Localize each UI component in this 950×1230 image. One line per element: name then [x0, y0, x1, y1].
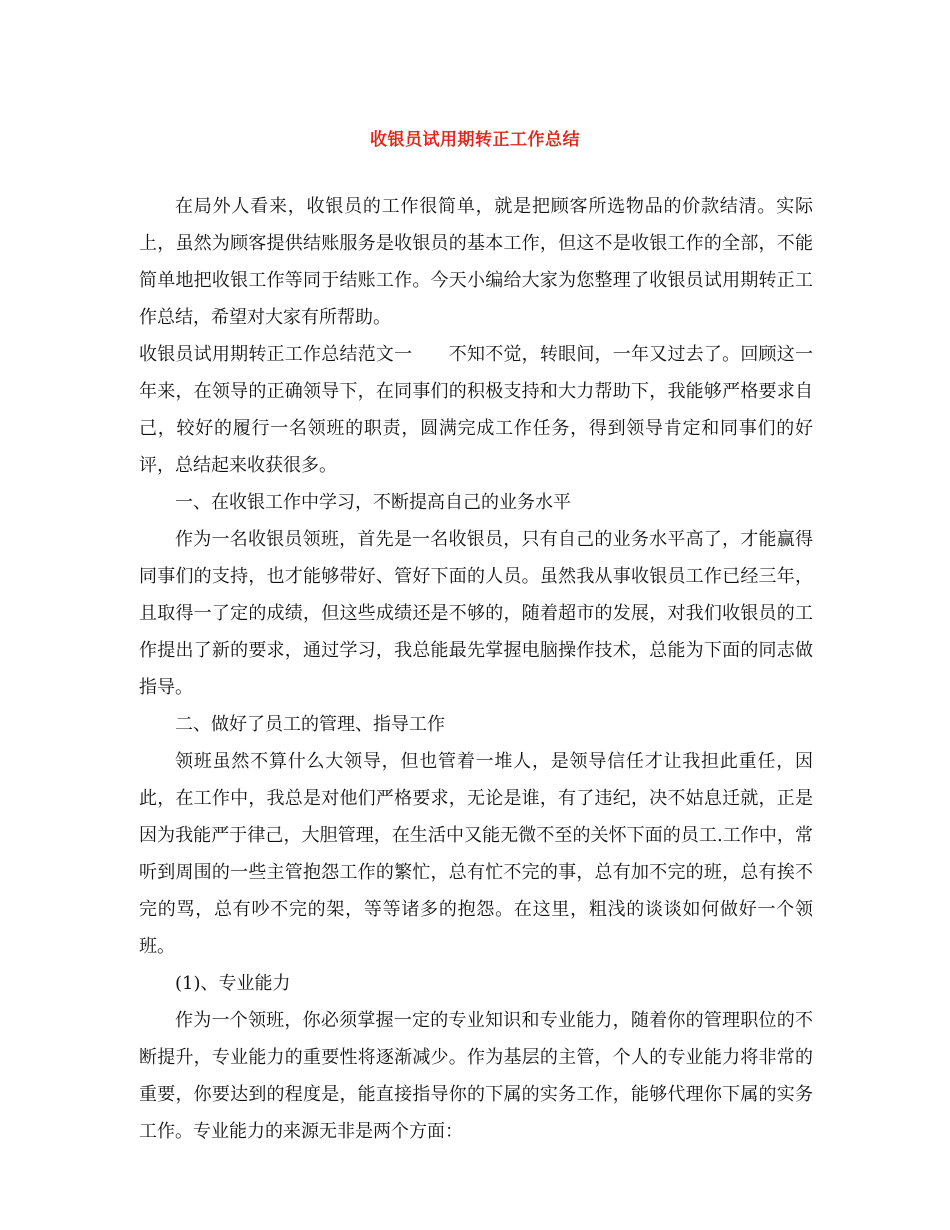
document-body [139, 188, 813, 1150]
sample-one-paragraph: 收银员试用期转正工作总结范文一 不知不觉，转眼间，一年又过去了。回顾这一年来，在领导的正确领导下，在同事们的积极支持和大力帮助下，我能够严格要求自己，较好的履行一名领班的职责，圆满完成工作任务，得到领导肯定和同事们的好评，总结起来收获很多。 [139, 344, 813, 476]
intro-paragraph: 在局外人看来，收银员的工作很简单，就是把顾客所选物品的价款结清。实际上，虽然为顾客提供结账服务是收银员的基本工作，但这不是收银工作的全部，不能简单地把收银工作等同于结账工作。今天小编给大家为您整理了收银员试用期转正工作总结，希望对大家有所帮助。 [139, 196, 813, 328]
section-heading-1: 一、在收银工作中学习，不断提高自己的业务水平 [175, 492, 571, 513]
subsection-heading-1: (1)、专业能力 [175, 973, 291, 994]
document-title: 收银员试用期转正工作总结 [370, 130, 580, 150]
section-2-paragraph: 领班虽然不算什么大领导，但也管着一堆人，是领导信任才让我担此重任，因此，在工作中，我总是对他们严格要求，无论是谁，有了违纪，决不姑息迁就，正是因为我能严于律己，大胆管理，在生活中又能无微不至的关怀下面的员工.工作中，常听到周围的一些主管抱怨工作的繁忙，总有忙不完的事，总有加不完的班，总有挨不完的骂，总有吵不完的架，等等诸多的抱怨。在这里，粗浅的谈谈如何做好一个领班。 [139, 751, 813, 957]
section-1-paragraph: 作为一名收银员领班，首先是一名收银员，只有自己的业务水平高了，才能赢得同事们的支持，也才能够带好、管好下面的人员。虽然我从事收银员工作已经三年，且取得一了定的成绩，但这些成绩还是不够的，随着超市的发展，对我们收银员的工作提出了新的要求，通过学习，我总能最先掌握电脑操作技术，总能为下面的同志做指导。 [139, 529, 813, 698]
subsection-1-paragraph: 作为一个领班，你必须掌握一定的专业知识和专业能力，随着你的管理职位的不断提升，专业能力的重要性将逐渐减少。作为基层的主管，个人的专业能力将非常的重要，你要达到的程度是，能直接指导你的下属的实务工作，能够代理你下属的实务工作。专业能力的来源无非是两个方面： [139, 1010, 813, 1142]
section-heading-2: 二、做好了员工的管理、指导工作 [175, 714, 445, 735]
